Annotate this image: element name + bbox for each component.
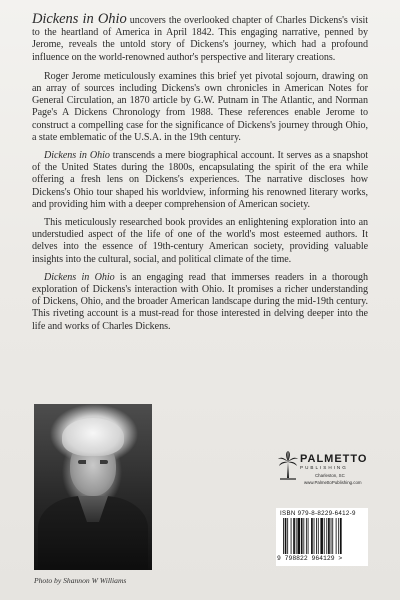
paragraph-3 [32,150,368,211]
publisher-name: PALMETTO [300,453,368,465]
paragraph-5-text: is an engaging read that immerses readers in a thorough exploration of Dickens's interaction with Ohio. It promises a richer understanding of Dickens, Ohio, and the broader American landscape during the mid-19th century. This riveting account is a must-read for those interested in delving deeper into the life and works of Charles Dickens. [32,271,368,332]
barcode-bar [328,518,330,554]
blurb-text [32,13,368,339]
paragraph-1-text: uncovers the overlooked chapter of Charles Dickens's visit to the heartland of America in April 1842. This engaging narrative, penned by Jerome, reveals the untold story of Dickens's journey, which had a profound influence on the world-renowned author's perspective and literary creations. [32,15,368,63]
barcode-bar [332,518,333,554]
barcode-bar [303,518,304,554]
barcode-bar [314,518,315,554]
barcode-bar [301,518,303,554]
barcode-bar [283,518,284,554]
isbn-barcode [276,508,368,566]
paragraph-3-text: transcends a mere biographical account. It serves as a snapshot of the United States during the 1800s, encapsulating the spirit of the era while offering a fresh lens on Dickens's experiences. The narrative discloses how Dickens's Ohio tour shaped his worldview, informing his renowned literary works, and providing him with a deeper comprehension of American society. [32,150,368,210]
barcode-bar [311,518,313,554]
paragraph-2: Roger Jerome meticulously examines this brief yet pivotal sojourn, drawing on an array of sources including Dickens's own chronicles in American Notes for General Circulation, an 1870 article by G.W. Putnam in The Atlantic, and Norman Page's A Dickens Chronology from 1988. These references enable Jerome to construct a compelling case for the significance of Dickens's journey through Ohio, a state emblematic of the U.S.A. in the 19th century. [32,70,368,143]
photo-eyes [78,460,108,464]
isbn-text: ISBN 979-8-8229-6412-9 [280,510,356,517]
barcode-bar [340,518,342,554]
barcode-bar [338,518,339,554]
barcode-bar [297,518,300,554]
photo-credit: Photo by Shannon W Williams [34,576,127,585]
barcode-digits: 9 798822 964129 > [277,555,343,562]
title-italic: Dickens in Ohio [44,150,110,162]
publisher-sub: PUBLISHING [300,465,348,470]
barcode-bar [324,518,325,554]
barcode-bar [316,518,317,554]
barcode-bar [287,518,288,554]
barcode-bar [291,518,292,554]
author-photo [34,404,152,570]
barcode-bar [318,518,319,554]
paragraph-4: This meticulously researched book provides an enlightening exploration into an understudied aspect of the life of one of the world's most esteemed authors. It delves into the essence of 19th-century American society, providing valuable insights into the cultural, social, and political climate of the time. [32,217,368,265]
barcode-bars [283,518,363,554]
barcode-bar [331,518,332,554]
barcode-bar [320,518,323,554]
barcode-bar [336,518,337,554]
paragraph-5 [32,272,368,333]
palmetto-tree-icon [277,450,299,480]
publisher-logo [277,450,377,488]
barcode-bar [285,518,287,554]
publisher-city: Charleston, SC [315,473,345,478]
barcode-bar [306,518,307,554]
book-title: Dickens in Ohio [32,11,127,27]
photo-hair [62,418,124,456]
barcode-bar [296,518,297,554]
barcode-bar [326,518,327,554]
barcode-bar [308,518,309,554]
title-italic: Dickens in Ohio [44,271,115,283]
barcode-bar [293,518,295,554]
paragraph-1 [32,13,368,64]
publisher-url: www.PalmettoPublishing.com [304,480,362,485]
